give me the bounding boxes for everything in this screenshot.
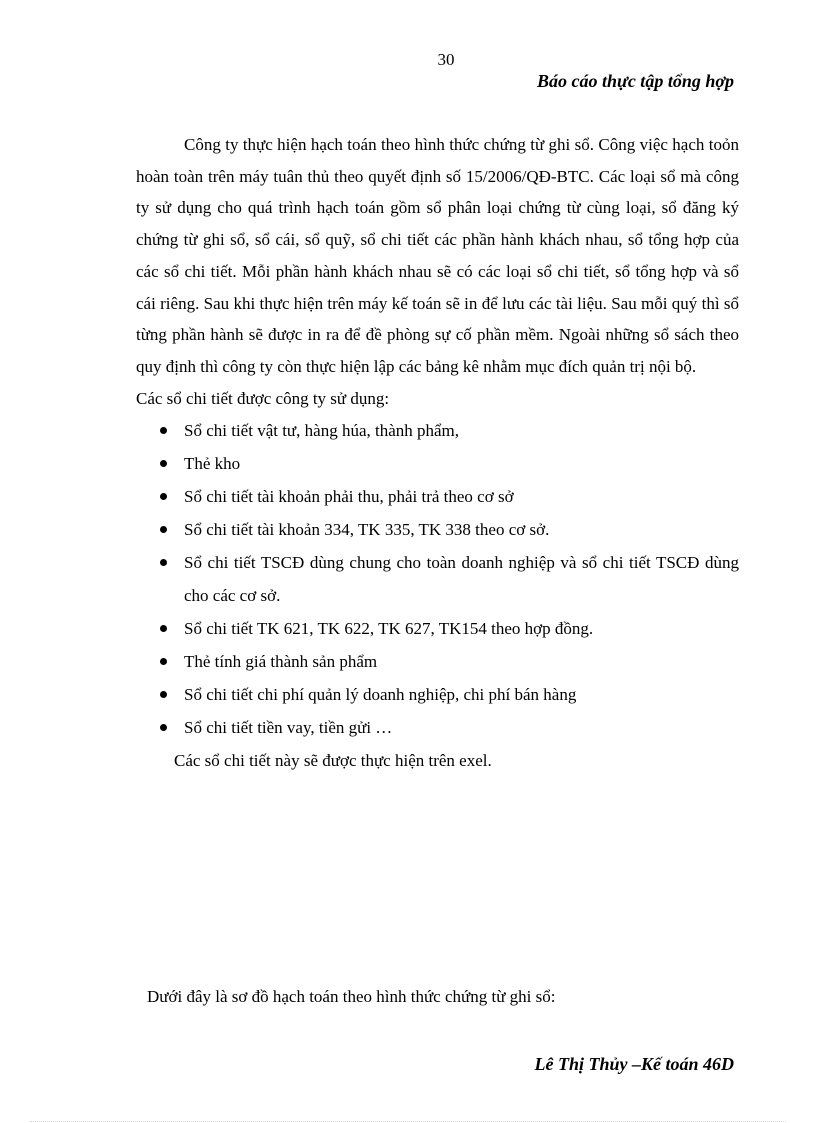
closing-note: Các sổ chi tiết này sẽ được thực hiện trên exel.: [174, 751, 492, 771]
bullet-icon: [160, 658, 167, 665]
list-item: [136, 513, 739, 546]
list-item-text: Sổ chi tiết chi phí quản lý doanh nghiệp, chi phí bán hàng: [184, 685, 577, 705]
detail-ledger-list: [136, 414, 739, 744]
bullet-icon: [160, 460, 167, 467]
bullet-icon: [160, 625, 167, 632]
list-item-text: Sổ chi tiết tài khoản 334, TK 335, TK 338 theo cơ sở.: [184, 520, 550, 540]
list-item-text: Sổ chi tiết TK 621, TK 622, TK 627, TK154 theo hợp đồng.: [184, 619, 594, 639]
list-item: [136, 447, 739, 480]
list-item-text: Sổ chi tiết tài khoản phải thu, phải trả theo cơ sở: [184, 487, 514, 507]
report-title: Báo cáo thực tập tổng hợp: [537, 71, 734, 91]
body-paragraph: Công ty thực hiện hạch toán theo hình thức chứng từ ghi sổ. Công việc hạch toỏn hoàn toàn trên máy tuân thủ theo quyết định số 15/2006/QĐ-BTC. Các loại sổ mà công ty sử dụng cho quá trình hạch toán gồm sổ phân loại chứng từ cùng loại, sổ đăng ký chứng từ ghi sổ, sổ cái, sổ quỹ, sổ chi tiết các phần hành khách nhau, sổ tổng hợp của các sổ chi tiết. Mỗi phần hành khách nhau sẽ có các loại sổ chi tiết, sổ tổng hợp và sổ cái riêng. Sau khi thực hiện trên máy kế toán sẽ in để lưu các tài liệu. Sau mỗi quý thì sổ từng phần hành sẽ được in ra để đề phòng sự cố phần mềm. Ngoài những sổ sách theo quy định thì công ty còn thực hiện lập các bảng kê nhằm mục đích quản trị nội bộ.: [136, 135, 739, 376]
footer-divider: [30, 1121, 786, 1122]
diagram-intro: Dưới đây là sơ đồ hạch toán theo hình thức chứng từ ghi sổ:: [147, 987, 556, 1006]
bullet-icon: [160, 724, 167, 731]
list-item-text: Thẻ kho: [184, 454, 241, 474]
list-item: [136, 612, 739, 645]
list-intro: Các sổ chi tiết được công ty sử dụng:: [136, 388, 390, 408]
footer-author: Lê Thị Thủy –Kế toán 46D: [534, 1054, 734, 1074]
bullet-icon: [160, 691, 167, 698]
list-item: [136, 546, 739, 612]
list-item-text: Sổ chi tiết vật tư, hàng húa, thành phẩm,: [184, 421, 460, 441]
list-item-text: Thẻ tính giá thành sản phẩm: [184, 652, 378, 672]
main-content: [136, 129, 739, 777]
list-item: [136, 711, 739, 744]
list-item-text: Sổ chi tiết tiền vay, tiền gửi …: [184, 718, 393, 738]
list-item: [136, 678, 739, 711]
page-number: 30: [437, 50, 455, 69]
bullet-icon: [160, 427, 167, 434]
bullet-icon: [160, 493, 167, 500]
bullet-icon: [160, 559, 167, 566]
list-item: [136, 414, 739, 447]
list-item-text: Sổ chi tiết TSCĐ dùng chung cho toàn doanh nghiệp và sổ chi tiết TSCĐ dùng cho các cơ sở.: [184, 553, 739, 606]
list-item: [136, 480, 739, 513]
list-item: [136, 645, 739, 678]
bullet-icon: [160, 526, 167, 533]
